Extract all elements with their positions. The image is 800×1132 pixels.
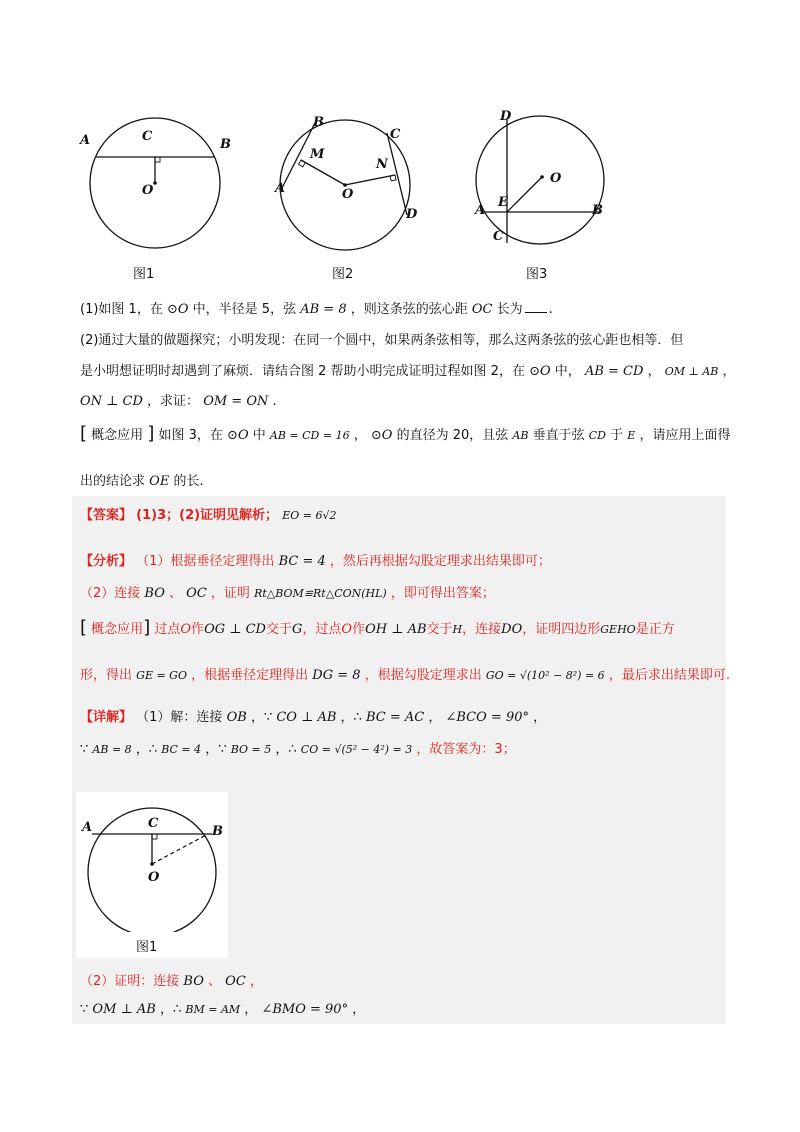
proof-text: （2）证明：连接	[80, 974, 180, 989]
inset-figure-diagram	[76, 792, 228, 932]
analysis-line-3: [ 概念应用] 过点O作OG ⊥ CD交于G，过点O作OH ⊥ AB交于H，连接DO，证明四边形GEHO是正方	[80, 617, 675, 638]
analysis-line-1	[80, 552, 551, 572]
detail-text: ∵	[80, 742, 89, 757]
p3-text: ，	[353, 428, 367, 443]
fig2-label-n: N	[376, 157, 388, 172]
fig2-label-a: A	[275, 181, 286, 196]
math-go-6: GO = √(10² − 8²) = 6	[485, 669, 605, 682]
analysis-text: 是正方	[635, 622, 675, 637]
detail-answer: ，故答案为：3；	[416, 742, 516, 757]
detail-text: ，∴	[135, 742, 158, 757]
fig3-caption: 图3	[526, 267, 548, 282]
problem-part-2-line-3	[80, 392, 277, 412]
math-oc: OC	[186, 586, 207, 601]
answer-label: 【答案】	[80, 508, 133, 523]
proof-line-2	[80, 1000, 365, 1020]
math-o: O	[180, 622, 192, 637]
analysis-text: 形，得出	[80, 668, 133, 683]
detail-label: 【详解】	[80, 710, 133, 725]
p2-text: ，	[647, 364, 661, 379]
analysis-text: 作	[352, 622, 366, 637]
inset-label-c: C	[148, 816, 159, 831]
analysis-text: （2）连接	[80, 586, 141, 601]
concept-application-label: 概念应用	[91, 622, 144, 637]
fig3-label-a: A	[475, 203, 486, 218]
proof-line-1	[80, 972, 263, 992]
analysis-line-4	[80, 666, 730, 686]
analysis-text: ，连接	[462, 622, 502, 637]
analysis-text: ，证明	[210, 586, 250, 601]
concept-application-title: 概念应用	[91, 428, 144, 443]
circle-o-symbol: ⊙O	[166, 302, 189, 317]
math-om-eq-on: OM = ON	[203, 394, 269, 409]
bracket-right: ]	[147, 423, 155, 444]
p3-text: 如图 3，在	[158, 428, 223, 443]
problem-part-2-line-2	[80, 362, 736, 382]
figure-row	[70, 95, 630, 285]
fig2-label-d: D	[406, 207, 418, 222]
inset-label-b: B	[212, 824, 223, 839]
solution-panel	[72, 496, 730, 1024]
math-bc-4: BC = 4	[278, 554, 326, 569]
math-og-perp-cd: OG ⊥ CD	[204, 622, 266, 637]
p2-text: .	[272, 394, 277, 409]
fig2-caption: 图2	[332, 267, 354, 282]
math-ob: OB	[226, 710, 247, 725]
math-g: G	[291, 622, 303, 637]
math-eo: EO = 6√2	[282, 509, 337, 522]
detail-text: （1）解：连接	[136, 710, 223, 725]
analysis-line-2	[80, 584, 495, 604]
proof-text: ∵	[80, 1002, 89, 1017]
math-ab-eq-cd: AB = CD	[584, 364, 644, 379]
p2-text: 中，	[554, 364, 581, 379]
inset-label-a: A	[82, 820, 93, 835]
math-angle-bmo: ∠BMO = 90°	[261, 1002, 349, 1017]
p3-text: 于	[610, 428, 624, 443]
answer-line	[80, 506, 336, 526]
math-on-perp-cd: ON ⊥ CD	[80, 394, 143, 409]
bracket-left: [	[80, 423, 88, 444]
math-cd: CD	[588, 429, 606, 442]
math-do: DO	[501, 622, 523, 637]
analysis-text: ，最后求出结果即可.	[608, 668, 730, 683]
problem-part-2-line-1: (2)通过大量的做题探究；小明发现：在同一个圆中，如果两条弦相等，那么这两条弦的弦心距也相等．但	[80, 333, 684, 348]
math-oc: OC	[471, 302, 493, 317]
math-co-3: CO = √(5² − 4²) = 3	[300, 743, 413, 756]
problem-part-1	[80, 300, 553, 320]
math-om-perp-ab: OM ⊥ AB	[664, 365, 719, 378]
fig1-label-a: A	[80, 133, 91, 148]
math-e: E	[627, 429, 636, 442]
answer-blank[interactable]	[525, 312, 547, 313]
detail-line-2	[80, 740, 516, 760]
analysis-label: 【分析】	[80, 554, 133, 569]
detail-text: ，∵	[205, 742, 227, 757]
math-bc-eq-ac: BC = AC	[365, 710, 425, 725]
problem-part-3-line-2	[80, 472, 204, 492]
p3-text: 垂直于弦	[532, 428, 585, 443]
math-oe: OE	[149, 474, 170, 489]
math-ab-8: AB = 8	[92, 743, 132, 756]
analysis-text: （1）根据垂径定理得出	[136, 554, 275, 569]
fig1-label-o: O	[142, 183, 154, 198]
analysis-text: ，根据勾股定理求出	[364, 668, 482, 683]
math-dg-8: DG = 8	[312, 668, 361, 683]
answer-text: (1)3；(2)证明见解析；	[136, 508, 279, 523]
math-bo-5: BO = 5	[230, 743, 272, 756]
math-bo: BO	[144, 586, 165, 601]
inset-figure-1	[76, 792, 228, 958]
proof-text: ，	[244, 1002, 258, 1017]
math-om-perp-ab: OM ⊥ AB	[92, 1002, 156, 1017]
fig1-label-b: B	[220, 137, 231, 152]
fig2-label-o: O	[342, 187, 354, 202]
analysis-text: 交于	[426, 622, 453, 637]
math-oc: OC	[225, 974, 246, 989]
problem-part-3-line-1	[80, 424, 730, 446]
analysis-text: ，然后再根据勾股定理求出结果即可；	[329, 554, 551, 569]
circle-o-symbol: ⊙O	[227, 428, 249, 443]
p1-text: (1)如图 1，在	[80, 302, 163, 317]
fig2-label-m: M	[310, 147, 325, 162]
math-congruence: Rt△BOM≌Rt△CON(HL)	[254, 587, 387, 600]
math-ge-eq-go: GE = GO	[136, 669, 187, 682]
math-co-perp-ab: CO ⊥ AB	[276, 710, 337, 725]
math-ab: AB	[512, 429, 529, 442]
p2-text: 是小明想证明时却遇到了麻烦．请结合图 2 帮助小明完成证明过程如图 2，在	[80, 364, 525, 379]
proof-text: ，	[249, 974, 263, 989]
math-bc-4: BC = 4	[161, 743, 202, 756]
analysis-text: 交于	[265, 622, 292, 637]
fig3-label-o: O	[550, 171, 562, 186]
p3-text: 的长.	[173, 474, 204, 489]
p1-text: 长为	[496, 302, 523, 317]
circle-o-symbol: ⊙O	[370, 428, 393, 443]
figure-1-diagram	[80, 105, 230, 255]
detail-text: ，	[428, 710, 442, 725]
detail-text: ，∴	[275, 742, 297, 757]
analysis-text: ，根据垂径定理得出	[191, 668, 309, 683]
math-oh-perp-ab: OH ⊥ AB	[365, 622, 427, 637]
p3-text: 中	[252, 428, 266, 443]
math-angle-bco: ∠BCO = 90°	[445, 710, 529, 725]
p1-text: 中，半径是 5，弦	[192, 302, 297, 317]
detail-text: ，∵	[250, 710, 273, 725]
fig3-label-d: D	[500, 109, 512, 124]
figure-3-diagram	[470, 105, 610, 255]
math-bo: BO	[183, 974, 204, 989]
math-o: O	[341, 622, 353, 637]
p3-text: 出的结论求	[80, 474, 146, 489]
circle-o-symbol: ⊙O	[529, 364, 551, 379]
fig2-label-c: C	[390, 127, 401, 142]
analysis-text: ，证明四边形	[522, 622, 601, 637]
p3-text: ，请应用上面得	[639, 428, 731, 443]
detail-text: ，∴	[340, 710, 362, 725]
p3-text: 的直径为 20，且弦	[396, 428, 509, 443]
math-ab-8: AB = 8	[300, 302, 347, 317]
inset-label-o: O	[148, 870, 160, 885]
proof-text: ，∴	[159, 1002, 182, 1017]
analysis-text: ，即可得出答案；	[390, 586, 495, 601]
math-geho: GEHO	[600, 623, 636, 636]
p2-text: ，	[722, 364, 736, 379]
p1-text: ，则这条弦的弦心距	[350, 302, 468, 317]
fig1-label-c: C	[142, 129, 153, 144]
fig1-caption: 图1	[133, 267, 155, 282]
fig3-label-e: E	[498, 195, 508, 210]
proof-text: ，	[352, 1002, 366, 1017]
analysis-text: 作	[191, 622, 205, 637]
analysis-text: 过点	[154, 622, 181, 637]
proof-text: 、	[208, 974, 222, 989]
fig3-label-b: B	[592, 203, 603, 218]
fig2-label-b: B	[313, 115, 324, 130]
inset-caption: 图1	[136, 940, 158, 955]
detail-text: ，	[533, 710, 547, 725]
p2-text: ，求证：	[147, 394, 200, 409]
fig3-label-c: C	[493, 229, 504, 244]
math-h: H	[452, 623, 463, 636]
math-ab-cd-16: AB = CD = 16	[269, 429, 350, 442]
analysis-text: ，过点	[302, 622, 342, 637]
math-bm-eq-am: BM = AM	[185, 1003, 241, 1016]
detail-line-1	[80, 708, 546, 728]
p1-text: .	[548, 302, 553, 317]
analysis-text: 、	[169, 586, 183, 601]
